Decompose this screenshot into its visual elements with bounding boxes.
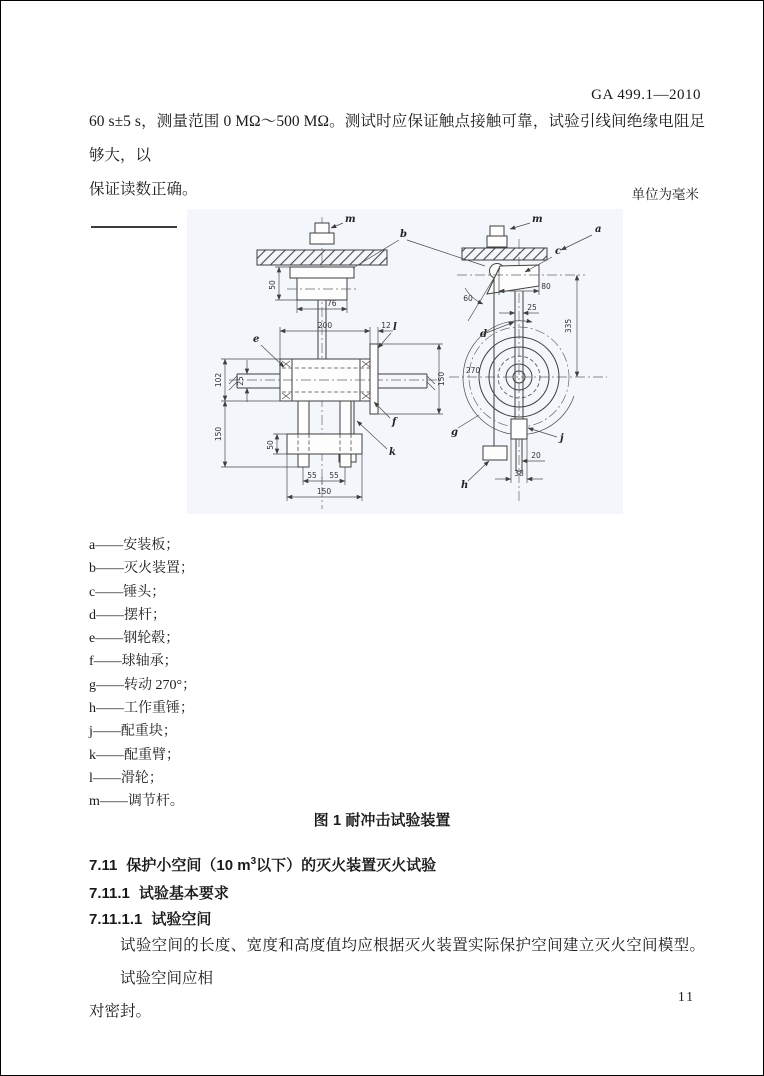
figure-label-c: c — [555, 246, 562, 257]
figure-label-j: j — [560, 433, 564, 444]
figure-dim-55b: 55 — [329, 471, 339, 480]
impact-test-apparatus-drawing — [187, 209, 623, 514]
figure-dim-335: 335 — [564, 318, 573, 334]
figure-label-l: l — [393, 322, 397, 333]
figure-label-d: d — [480, 329, 487, 340]
figure-dim-150b: 150 — [437, 371, 446, 387]
figure-legend — [89, 534, 196, 814]
legend-item-h: h——工作重锤； — [89, 701, 194, 717]
body-line-2: 对密封。 — [89, 1003, 152, 1020]
figure-image — [187, 209, 623, 514]
legend-item-d: d——摆杆； — [89, 607, 166, 623]
page-number: 11 — [678, 989, 695, 1004]
legend-item-a: a——安装板； — [89, 538, 180, 553]
figure-dim-60: 60 — [463, 294, 473, 303]
figure-label-f: f — [392, 417, 397, 428]
figure-left-rule — [91, 226, 177, 228]
figure-label-m-right: m — [532, 214, 543, 225]
figure-dim-20: 20 — [531, 451, 541, 460]
legend-item-j: j——配重块； — [89, 724, 177, 740]
body-line-1: 试验空间的长度、宽度和高度值均应根据灭火装置实际保护空间建立灭火空间模型。试验空间应相 — [120, 937, 705, 987]
figure-dim-102: 102 — [214, 372, 223, 388]
legend-item-e: e——钢轮毂； — [89, 631, 180, 647]
figure-dim-150a: 150 — [214, 426, 223, 442]
intro-line-1: 60 s±5 s，测量范围 0 MΩ～500 MΩ。测试时应保证触点接触可靠，试验引线间绝缘电阻足够大，以 — [89, 113, 705, 164]
heading-title: 试验基本要求 — [138, 885, 229, 902]
heading-title-pre: 保护小空间（10 m — [126, 857, 251, 874]
legend-item-l: l——滑轮； — [89, 770, 163, 786]
figure-dim-55a: 55 — [307, 471, 317, 480]
figure-label-k: k — [389, 447, 396, 458]
heading-7-11 — [89, 854, 436, 875]
doc-number: GA 499.1—2010 — [591, 87, 701, 103]
figure-label-h: h — [461, 480, 469, 491]
legend-item-b: b——灭火装置； — [89, 561, 194, 577]
legend-item-f: f——球轴承； — [89, 654, 178, 670]
heading-number: 7.11 — [89, 857, 118, 874]
heading-7-11-1-1 — [89, 908, 211, 929]
figure-dim-50b: 50 — [266, 440, 275, 450]
heading-title-post: 以下）的灭火装置灭火试验 — [256, 857, 437, 874]
legend-item-m: m——调节杆。 — [89, 794, 184, 810]
figure-dim-25: 25 — [236, 376, 245, 386]
body-paragraph — [89, 929, 705, 1028]
figure-dim-12: 12 — [381, 321, 391, 330]
figure-dim-270: 270 — [465, 366, 481, 375]
heading-title: 试验空间 — [151, 911, 212, 928]
intro-paragraph — [89, 105, 705, 207]
intro-line-2: 保证读数正确。 — [89, 181, 198, 198]
figure-dim-200: 200 — [317, 321, 333, 330]
legend-item-c: c——锤头； — [89, 584, 166, 600]
legend-item-g: g——转动 270°； — [89, 677, 197, 693]
legend-item-k: k——配重臂； — [89, 747, 180, 763]
heading-superscript: 3 — [250, 856, 257, 867]
figure-label-b: b — [400, 229, 407, 240]
figure-label-e: e — [253, 334, 260, 345]
figure-label-a: a — [595, 224, 602, 235]
figure-dim-50: 50 — [268, 280, 277, 290]
figure-caption: 图 1 耐冲击试验装置 — [313, 812, 451, 829]
heading-7-11-1 — [89, 882, 229, 903]
figure-dim-76: 76 — [327, 299, 337, 308]
figure-dim-38: 38 — [514, 469, 524, 478]
figure-dim-25b: 25 — [527, 303, 537, 312]
heading-number: 7.11.1.1 — [89, 911, 143, 928]
heading-number: 7.11.1 — [89, 885, 130, 902]
unit-note: 单位为毫米 — [631, 187, 699, 202]
figure-dim-80: 80 — [541, 282, 551, 291]
figure-label-m-left: m — [345, 214, 356, 225]
figure-label-g: g — [451, 427, 458, 438]
figure-dim-150c: 150 — [316, 487, 332, 496]
